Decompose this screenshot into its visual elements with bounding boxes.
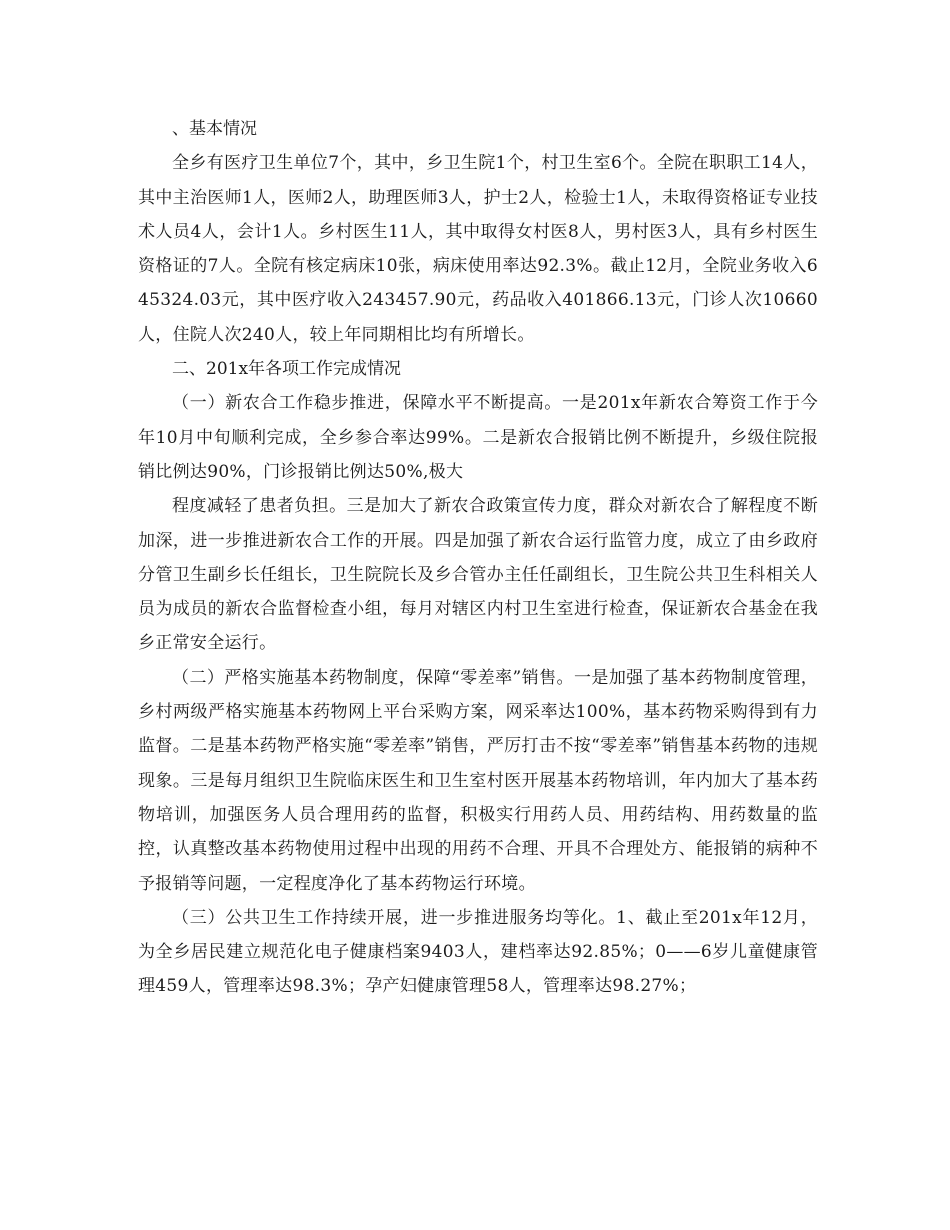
paragraph-new-rural-cooperative-continued: 程度减轻了患者负担。三是加大了新农合政策宣传力度，群众对新农合了解程度不断加深，进一步推进新农合工作的开展。四是加强了新农合运行监管力度，成立了由乡政府分管卫生副乡长任组长，卫生院院长及乡合管办主任任副组长，卫生院公共卫生科相关人员为成员的新农合监督检查小组，每月对辖区内村卫生室进行检查，保证新农合基金在我乡正常安全运行。 xyxy=(138,496,818,654)
paragraph-basic-situation: 全乡有医疗卫生单位7个，其中，乡卫生院1个，村卫生室6个。全院在职职工14人，其中主治医师1人，医师2人，助理医师3人，护士2人，检验士1人，未取得资格证专业技术人员4人，会计1人。乡村医生11人，其中取得女村医8人，男村医3人，具有乡村医生资格证的7人。全院有核定病床10张，病床使用率达92.3%。截止12月，全院业务收入645324.03元，其中医疗收入243457.90元，药品收入401866.13元，门诊人次10660人，住院人次240人，较上年同期相比均有所增长。 xyxy=(138,153,818,345)
document-page xyxy=(138,112,818,1004)
section-heading-basic-situation: 、基本情况 xyxy=(172,119,257,139)
paragraph-new-rural-cooperative: （一）新农合工作稳步推进，保障水平不断提高。一是201x年新农合筹资工作于今年10月中旬顺利完成，全乡参合率达99%。二是新农合报销比例不断提升，乡级住院报销比例达90%，门诊报销比例达50%,极大 xyxy=(138,393,818,482)
paragraph-public-health: （三）公共卫生工作持续开展，进一步推进服务均等化。1、截止至201x年12月，为全乡居民建立规范化电子健康档案9403人，建档率达92.85%；0——6岁儿童健康管理459人，管理率达98.3%；孕产妇健康管理58人，管理率达98.27%； xyxy=(138,907,818,997)
section-heading-work-completion: 二、201x年各项工作完成情况 xyxy=(172,359,402,380)
paragraph-essential-drugs: （二）严格实施基本药物制度，保障“零差率”销售。一是加强了基本药物制度管理，乡村两级严格实施基本药物网上平台采购方案，网采率达100%，基本药物采购得到有力监督。二是基本药物严格实施“零差率”销售，严厉打击不按“零差率”销售基本药物的违规现象。三是每月组织卫生院临床医生和卫生室村医开展基本药物培训，年内加大了基本药物培训，加强医务人员合理用药的监督，积极实行用药人员、用药结构、用药数量的监控，认真整改基本药物使用过程中出现的用药不合理、开具不合理处方、能报销的病种不予报销等问题，一定程度净化了基本药物运行环境。 xyxy=(138,667,818,894)
